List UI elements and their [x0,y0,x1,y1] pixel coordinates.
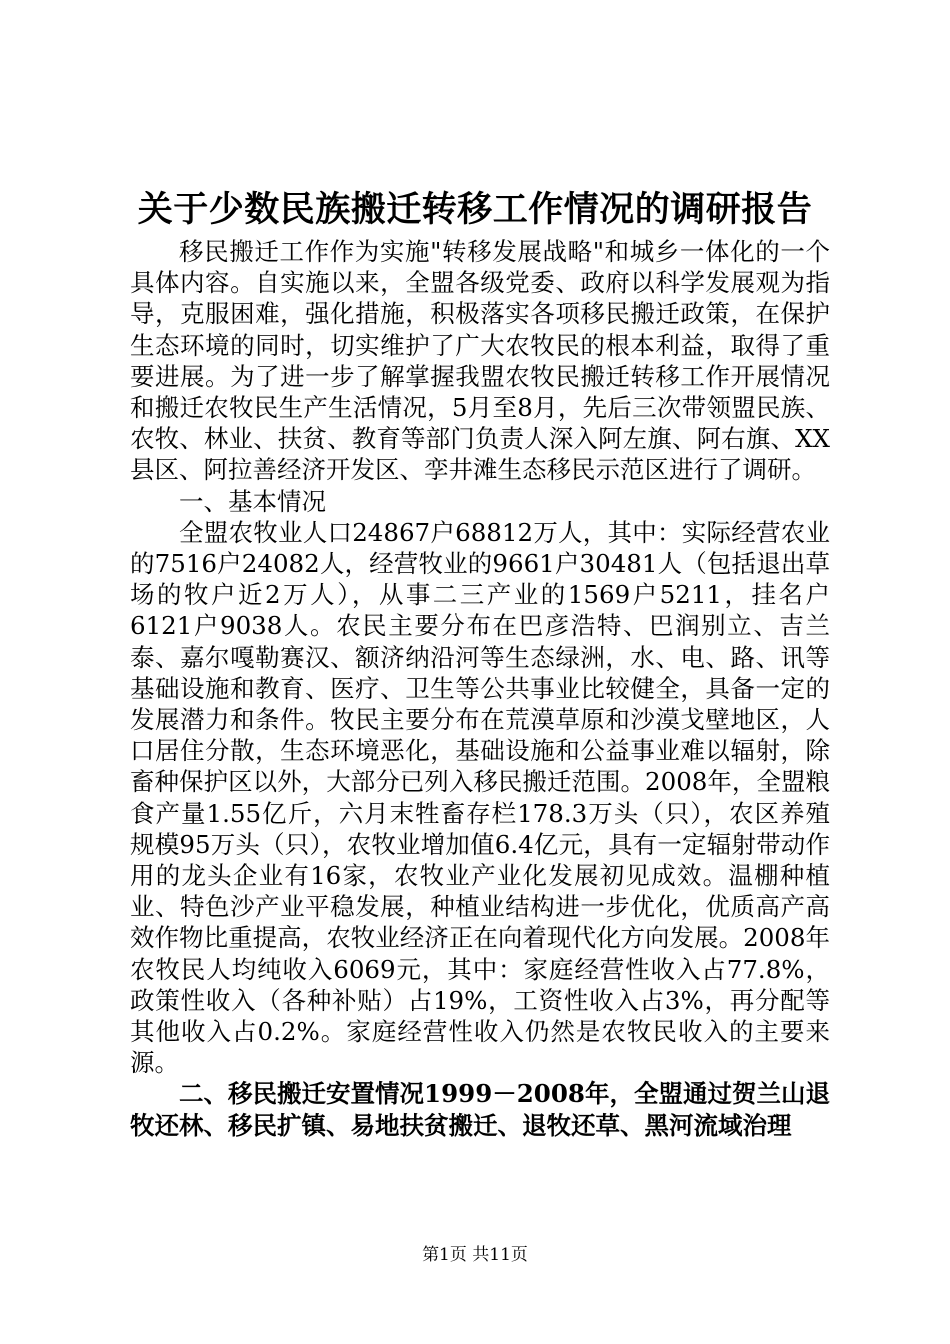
page-footer: 第1页 共11页 [422,1245,528,1265]
document-title: 关于少数民族搬迁转移工作情况的调研报告 [137,189,813,230]
basic-situation-paragraph: 全盟农牧业人口24867户68812万人，其中：实际经营农业的7516户24082人，经营牧业的9661户30481人（包括退出草场的牧户近2万人），从事二三产业的1569户5211，挂名户6121户9038人。农民主要分布在巴彦浩特、巴润别立、吉兰泰、嘉尔嘎勒赛汉、额济纳沿河等生态绿洲，水、电、路、讯等基础设施和教育、医疗、卫生等公共事业比较健全，具备一定的发展潜力和条件。牧民主要分布在荒漠草原和沙漠戈壁地区，人口居住分散，生态环境恶化，基础设施和公益事业难以辐射，除畜种保护区以外，大部分已列入移民搬迁范围。2008年，全盟粮食产量1.55亿斤，六月末牲畜存栏178.3万头（只），农区养殖规模95万头（只），农牧业增加值6.4亿元，具有一定辐射带动作用的龙头企业有16家，农牧业产业化发展初见成效。温棚种植业、特色沙产业平稳发展，种植业结构进一步优化，优质高产高效作物比重提高，农牧业经济正在向着现代化方向发展。2008年农牧民人均纯收入6069元，其中：家庭经营性收入占77.8%，政策性收入（各种补贴）占19%，工资性收入占3%，再分配等其他收入占0.2%。家庭经营性收入仍然是农牧民收入的主要来源。 [130,517,830,1078]
intro-paragraph: 移民搬迁工作作为实施"转移发展战略"和城乡一体化的一个具体内容。自实施以来，全盟各级党委、政府以科学发展观为指导，克服困难，强化措施，积极落实各项移民搬迁政策，在保护生态环境的同时，切实维护了广大农牧民的根本利益，取得了重要进展。为了进一步了解掌握我盟农牧民搬迁转移工作开展情况和搬迁农牧民生产生活情况，5月至8月，先后三次带领盟民族、农牧、林业、扶贫、教育等部门负责人深入阿左旗、阿右旗、XX县区、阿拉善经济开发区、孪井滩生态移民示范区进行了调研。 [130,237,830,485]
section-heading-basic-situation: 一、基本情况 [179,486,326,516]
document-body [130,236,830,1141]
section-heading-relocation: 二、移民搬迁安置情况1999－2008年，全盟通过贺兰山退牧还林、移民扩镇、易地扶贫搬迁、退牧还草、黑河流域治理 [130,1079,830,1140]
